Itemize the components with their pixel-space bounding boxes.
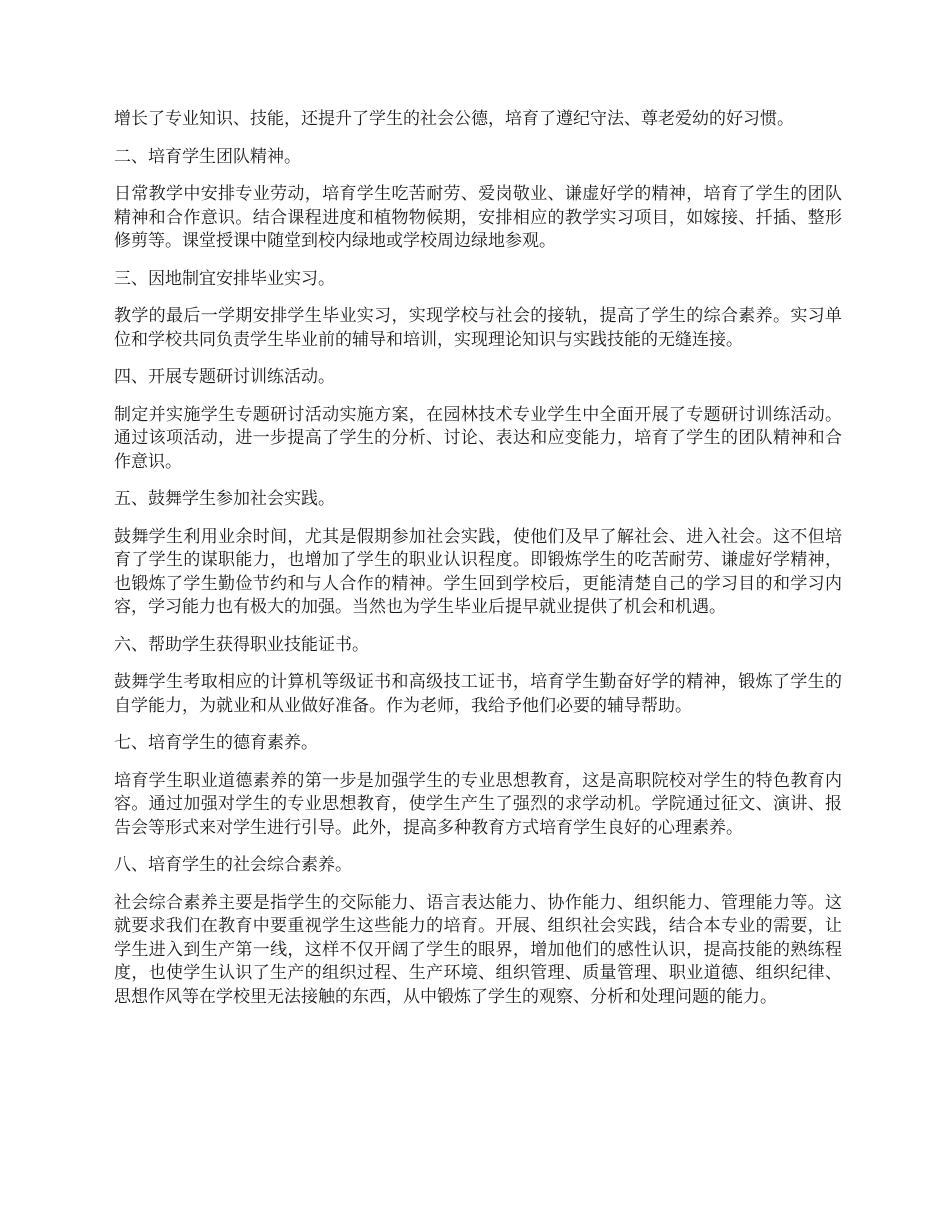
paragraph: 社会综合素养主要是指学生的交际能力、语言表达能力、协作能力、组织能力、管理能力等。这就要求我们在教育中要重视学生这些能力的培育。开展、组织社会实践，结合本专业的需要，让学生进入到生产第一线，这样不仅开阔了学生的眼界，增加他们的感性认识，提高技能的熟练程度，也使学生认识了生产的组织过程、生产环境、组织管理、质量管理、职业道德、组织纪律、思想作风等在学校里无法接触的东西，从中锻炼了学生的观察、分析和处理问题的能力。 xyxy=(114,892,842,1007)
section-heading: 四、开展专题研讨训练活动。 xyxy=(114,367,335,387)
section-heading: 六、帮助学生获得职业技能证书。 xyxy=(114,634,369,655)
paragraph: 日常教学中安排专业劳动，培育学生吃苦耐劳、爱岗敬业、谦虚好学的精神，培育了学生的团队精神和合作意识。结合课程进度和植物物候期，安排相应的教学实习项目，如嫁接、扦插、整形修剪等。课堂授课中随堂到校内绿地或学校周边绿地参观。 xyxy=(114,184,842,251)
paragraph: 教学的最后一学期安排学生毕业实习，实现学校与社会的接轨，提高了学生的综合素养。实习单位和学校共同负责学生毕业前的辅导和培训，实现理论知识与实践技能的无缝连接。 xyxy=(114,306,842,350)
section-heading: 二、培育学生团队精神。 xyxy=(114,146,301,167)
paragraph: 培育学生职业道德素养的第一步是加强学生的专业思想教育，这是高职院校对学生的特色教育内容。通过加强对学生的专业思想教育，使学生产生了强烈的求学动机。学院通过征文、演讲、报告会等形式来对学生进行引导。此外，提高多种教育方式培育学生良好的心理素养。 xyxy=(114,770,842,838)
section-heading: 五、鼓舞学生参加社会实践。 xyxy=(114,489,335,509)
paragraph: 鼓舞学生考取相应的计算机等级证书和高级技工证书，培育学生勤奋好学的精神，锻炼了学生的自学能力，为就业和从业做好准备。作为老师，我给予他们必要的辅导帮助。 xyxy=(114,672,842,716)
paragraph: 制定并实施学生专题研讨活动实施方案，在园林技术专业学生中全面开展了专题研讨训练活动。通过该项活动，进一步提高了学生的分析、讨论、表达和应变能力，培育了学生的团队精神和合作意识。 xyxy=(114,404,842,472)
section-heading: 七、培育学生的德育素养。 xyxy=(114,733,318,753)
section-heading: 三、因地制宜安排毕业实习。 xyxy=(114,268,335,289)
section-heading: 八、培育学生的社会综合素养。 xyxy=(114,855,352,875)
paragraph: 增长了专业知识、技能，还提升了学生的社会公德，培育了遵纪守法、尊老爱幼的好习惯。 xyxy=(114,109,794,129)
document-page xyxy=(114,108,842,1023)
paragraph: 鼓舞学生利用业余时间，尤其是假期参加社会实践，使他们及早了解社会、进入社会。这不但培育了学生的谋职能力，也增加了学生的职业认识程度。即锻炼学生的吃苦耐劳、谦虚好学精神，也锻炼了学生勤俭节约和与人合作的精神。学生回到学校后，更能清楚自己的学习目的和学习内容，学习能力也有极大的加强。当然也为学生毕业后提早就业提供了机会和机遇。 xyxy=(114,526,842,617)
